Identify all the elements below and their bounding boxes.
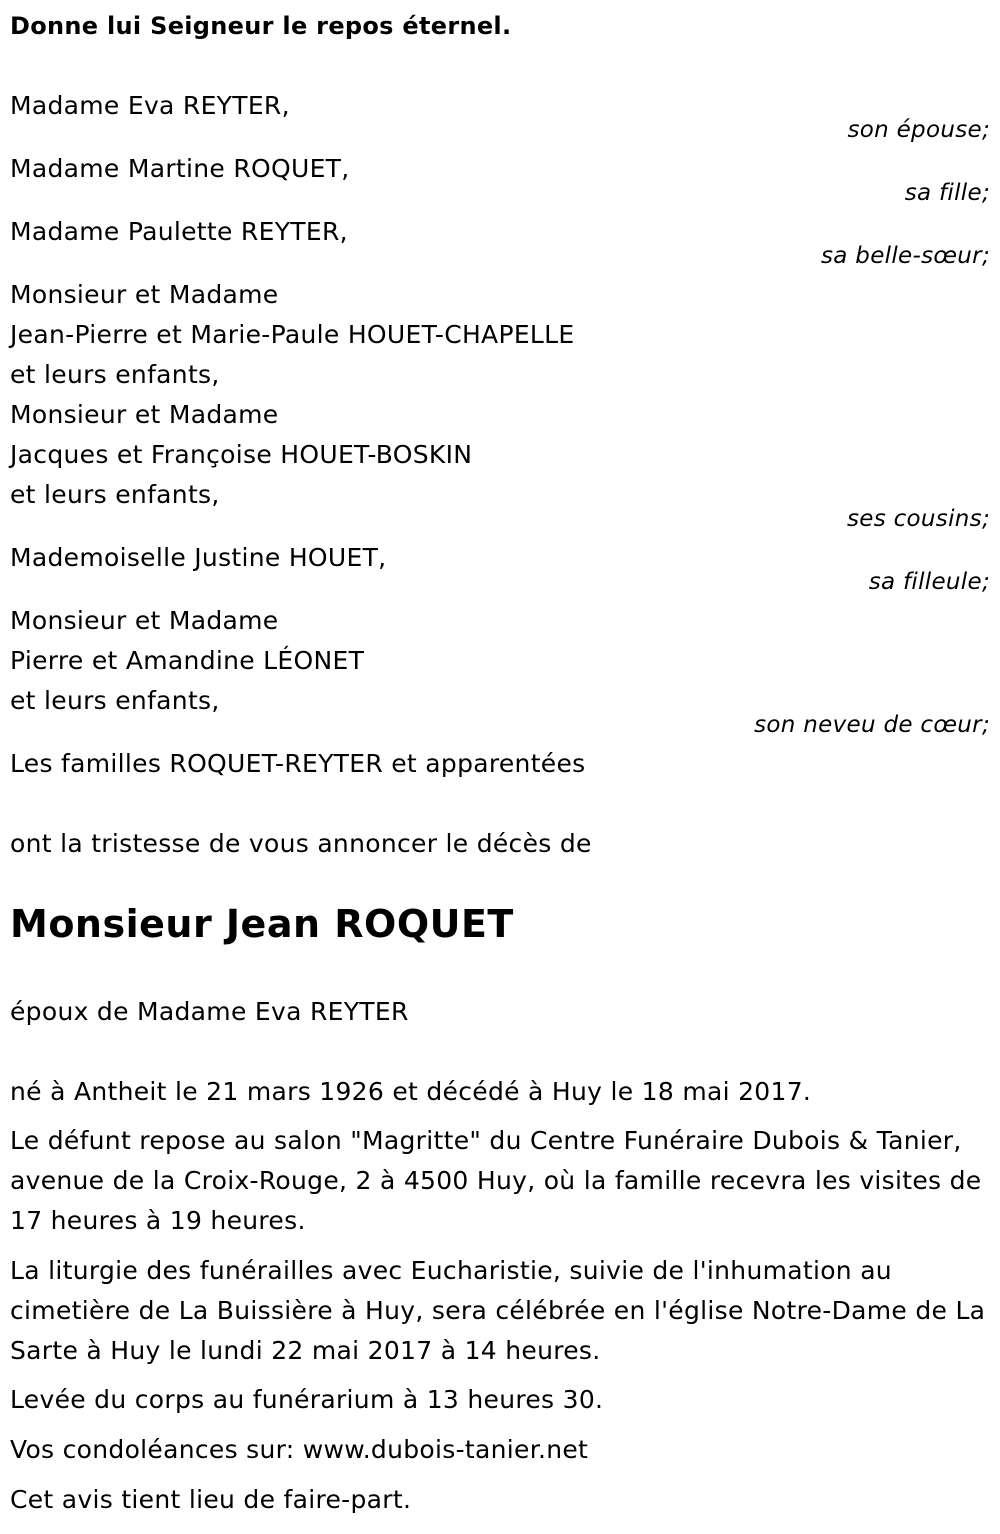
leonet-line-3: et leurs enfants, <box>10 686 220 715</box>
repose-paragraph: Le défunt repose au salon "Magritte" du Centre Funéraire Dubois & Tanier, avenue de la Croix-Rouge, 2 à 4500 Huy, où la famille recevra les visites de 17 heures à 19 heures. <box>10 1126 982 1235</box>
houet-chapelle-line-2: Jean-Pierre et Marie-Paule HOUET-CHAPELLE <box>10 320 575 349</box>
leonet-line-1: Monsieur et Madame <box>10 606 279 635</box>
liturgy-paragraph: La liturgie des funérailles avec Eucharistie, suivie de l'inhumation au cimetière de La Buissière à Huy, sera célébrée en l'église Notre-Dame de La Sarte à Huy le lundi 22 mai 2017 à 14 heures. <box>10 1256 986 1365</box>
role-nephew: son neveu de cœur; <box>754 712 990 738</box>
houet-boskin-line-1: Monsieur et Madame <box>10 400 279 429</box>
relative-martine: Madame Martine ROQUET, <box>10 154 350 183</box>
role-cousins: ses cousins; <box>846 506 990 532</box>
houet-boskin-line-2: Jacques et Françoise HOUET-BOSKIN <box>10 440 473 469</box>
levee-line: Levée du corps au funérarium à 13 heures 30. <box>10 1385 604 1414</box>
houet-boskin-line-3: et leurs enfants, <box>10 480 220 509</box>
families-line: Les familles ROQUET-REYTER et apparentées <box>10 749 586 778</box>
role-daughter: sa fille; <box>904 180 990 206</box>
leonet-line-2: Pierre et Amandine LÉONET <box>10 646 365 675</box>
header-prayer: Donne lui Seigneur le repos éternel. <box>10 12 512 40</box>
condolences-line: Vos condoléances sur: www.dubois-tanier.net <box>10 1435 589 1464</box>
relative-justine: Mademoiselle Justine HOUET, <box>10 543 387 572</box>
announcement: ont la tristesse de vous annoncer le décès de <box>10 829 592 858</box>
relative-paulette: Madame Paulette REYTER, <box>10 217 348 246</box>
houet-chapelle-line-3: et leurs enfants, <box>10 360 220 389</box>
role-goddaughter: sa filleule; <box>868 569 990 595</box>
role-spouse: son épouse; <box>847 117 990 143</box>
relative-eva: Madame Eva REYTER, <box>10 91 290 120</box>
spouse-line: époux de Madame Eva REYTER <box>10 997 409 1026</box>
houet-chapelle-line-1: Monsieur et Madame <box>10 280 279 309</box>
closing-line: Cet avis tient lieu de faire-part. <box>10 1485 412 1514</box>
birth-death-line: né à Antheit le 21 mars 1926 et décédé à Huy le 18 mai 2017. <box>10 1077 812 1106</box>
deceased-name: Monsieur Jean ROQUET <box>10 902 514 946</box>
role-sister-in-law: sa belle-sœur; <box>821 243 990 269</box>
